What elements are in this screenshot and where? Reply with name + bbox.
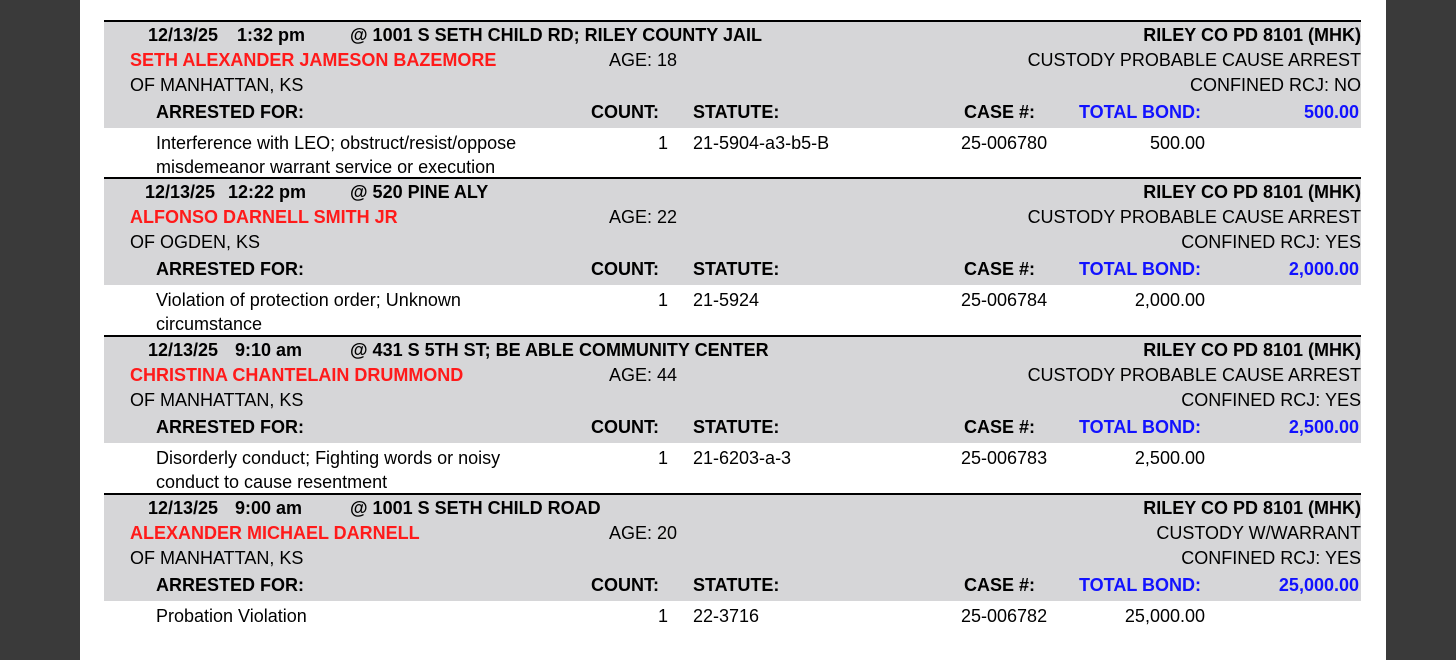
charge-description-line1: Interference with LEO; obstruct/resist/oppose — [156, 133, 517, 153]
case-header: CASE #: — [964, 575, 1036, 595]
charge-case-number: 25-006783 — [961, 448, 1048, 468]
charge-statute: 21-6203-a-3 — [693, 448, 792, 468]
count-header: COUNT: — [591, 575, 659, 595]
count-header: COUNT: — [591, 417, 659, 437]
statute-header: STATUTE: — [693, 575, 780, 595]
arrestee-age: AGE: 18 — [609, 50, 678, 70]
arrest-location: @ 520 PINE ALY — [350, 182, 489, 202]
charge-statute: 21-5904-a3-b5-B — [693, 133, 830, 153]
arrest-date: 12/13/25 — [148, 498, 219, 518]
statute-header: STATUTE: — [693, 259, 780, 279]
confined-status: CONFINED RCJ: YES — [1181, 548, 1361, 568]
arrest-date: 12/13/25 — [145, 182, 216, 202]
case-header: CASE #: — [964, 259, 1036, 279]
arresting-agency: RILEY CO PD 8101 (MHK) — [1143, 498, 1361, 518]
arrest-type: CUSTODY W/WARRANT — [1156, 523, 1361, 543]
arrestee-name: ALEXANDER MICHAEL DARNELL — [130, 523, 420, 543]
total-bond-value: 500.00 — [1303, 102, 1359, 122]
total-bond-value: 2,000.00 — [1288, 259, 1359, 279]
arresting-agency: RILEY CO PD 8101 (MHK) — [1143, 182, 1361, 202]
charge-count: 1 — [657, 290, 668, 310]
case-header: CASE #: — [964, 102, 1036, 122]
arrest-time: 12:22 pm — [228, 182, 307, 202]
arrestee-age: AGE: 22 — [609, 207, 678, 227]
arrest-type: CUSTODY PROBABLE CAUSE ARREST — [1027, 207, 1361, 227]
charge-statute: 22-3716 — [693, 606, 760, 626]
total-bond-header: TOTAL BOND: — [1079, 259, 1201, 279]
charge-statute: 21-5924 — [693, 290, 760, 310]
arrest-location: @ 431 S 5TH ST; BE ABLE COMMUNITY CENTER — [350, 340, 769, 360]
count-header: COUNT: — [591, 259, 659, 279]
confined-status: CONFINED RCJ: NO — [1190, 75, 1361, 95]
arrest-location: @ 1001 S SETH CHILD RD; RILEY COUNTY JAIL — [350, 25, 762, 45]
arresting-agency: RILEY CO PD 8101 (MHK) — [1143, 340, 1361, 360]
charge-count: 1 — [657, 448, 668, 468]
charge-description-line2: conduct to cause resentment — [156, 472, 388, 492]
charge-description-line1: Probation Violation — [156, 606, 307, 626]
total-bond-value: 2,500.00 — [1288, 417, 1359, 437]
charge-bond: 2,000.00 — [1134, 290, 1205, 310]
charge-case-number: 25-006784 — [961, 290, 1048, 310]
charge-description-line2: misdemeanor warrant service or execution — [156, 157, 496, 177]
arrest-type: CUSTODY PROBABLE CAUSE ARREST — [1027, 50, 1361, 70]
arrestee-hometown: OF OGDEN, KS — [130, 232, 261, 252]
arrest-date: 12/13/25 — [148, 340, 219, 360]
arrestee-name: SETH ALEXANDER JAMESON BAZEMORE — [130, 50, 497, 70]
arrest-location: @ 1001 S SETH CHILD ROAD — [350, 498, 601, 518]
document-page — [80, 0, 1386, 660]
arrestee-hometown: OF MANHATTAN, KS — [130, 75, 304, 95]
statute-header: STATUTE: — [693, 102, 780, 122]
total-bond-header: TOTAL BOND: — [1079, 575, 1201, 595]
total-bond-header: TOTAL BOND: — [1079, 102, 1201, 122]
charge-description-line2: circumstance — [156, 314, 263, 334]
charge-count: 1 — [657, 133, 668, 153]
arrestee-hometown: OF MANHATTAN, KS — [130, 548, 304, 568]
case-header: CASE #: — [964, 417, 1036, 437]
arrestee-age: AGE: 20 — [609, 523, 678, 543]
arrestee-name: CHRISTINA CHANTELAIN DRUMMOND — [130, 365, 464, 385]
charge-count: 1 — [657, 606, 668, 626]
arrest-date: 12/13/25 — [148, 25, 219, 45]
arrest-type: CUSTODY PROBABLE CAUSE ARREST — [1027, 365, 1361, 385]
arrested-for-header: ARRESTED FOR: — [156, 417, 304, 437]
arrest-time: 1:32 pm — [237, 25, 306, 45]
charge-bond: 500.00 — [1149, 133, 1205, 153]
confined-status: CONFINED RCJ: YES — [1181, 390, 1361, 410]
charge-case-number: 25-006780 — [961, 133, 1048, 153]
arrestee-age: AGE: 44 — [609, 365, 678, 385]
total-bond-header: TOTAL BOND: — [1079, 417, 1201, 437]
arrest-time: 9:00 am — [235, 498, 303, 518]
arresting-agency: RILEY CO PD 8101 (MHK) — [1143, 25, 1361, 45]
arrested-for-header: ARRESTED FOR: — [156, 575, 304, 595]
count-header: COUNT: — [591, 102, 659, 122]
arrest-time: 9:10 am — [235, 340, 303, 360]
confined-status: CONFINED RCJ: YES — [1181, 232, 1361, 252]
charge-case-number: 25-006782 — [961, 606, 1048, 626]
charge-description-line1: Violation of protection order; Unknown — [156, 290, 461, 310]
statute-header: STATUTE: — [693, 417, 780, 437]
arrested-for-header: ARRESTED FOR: — [156, 102, 304, 122]
arrestee-hometown: OF MANHATTAN, KS — [130, 390, 304, 410]
charge-bond: 2,500.00 — [1134, 448, 1205, 468]
arrestee-name: ALFONSO DARNELL SMITH JR — [130, 207, 398, 227]
charge-bond: 25,000.00 — [1124, 606, 1205, 626]
total-bond-value: 25,000.00 — [1278, 575, 1359, 595]
arrested-for-header: ARRESTED FOR: — [156, 259, 304, 279]
charge-description-line1: Disorderly conduct; Fighting words or noisy — [156, 448, 501, 468]
